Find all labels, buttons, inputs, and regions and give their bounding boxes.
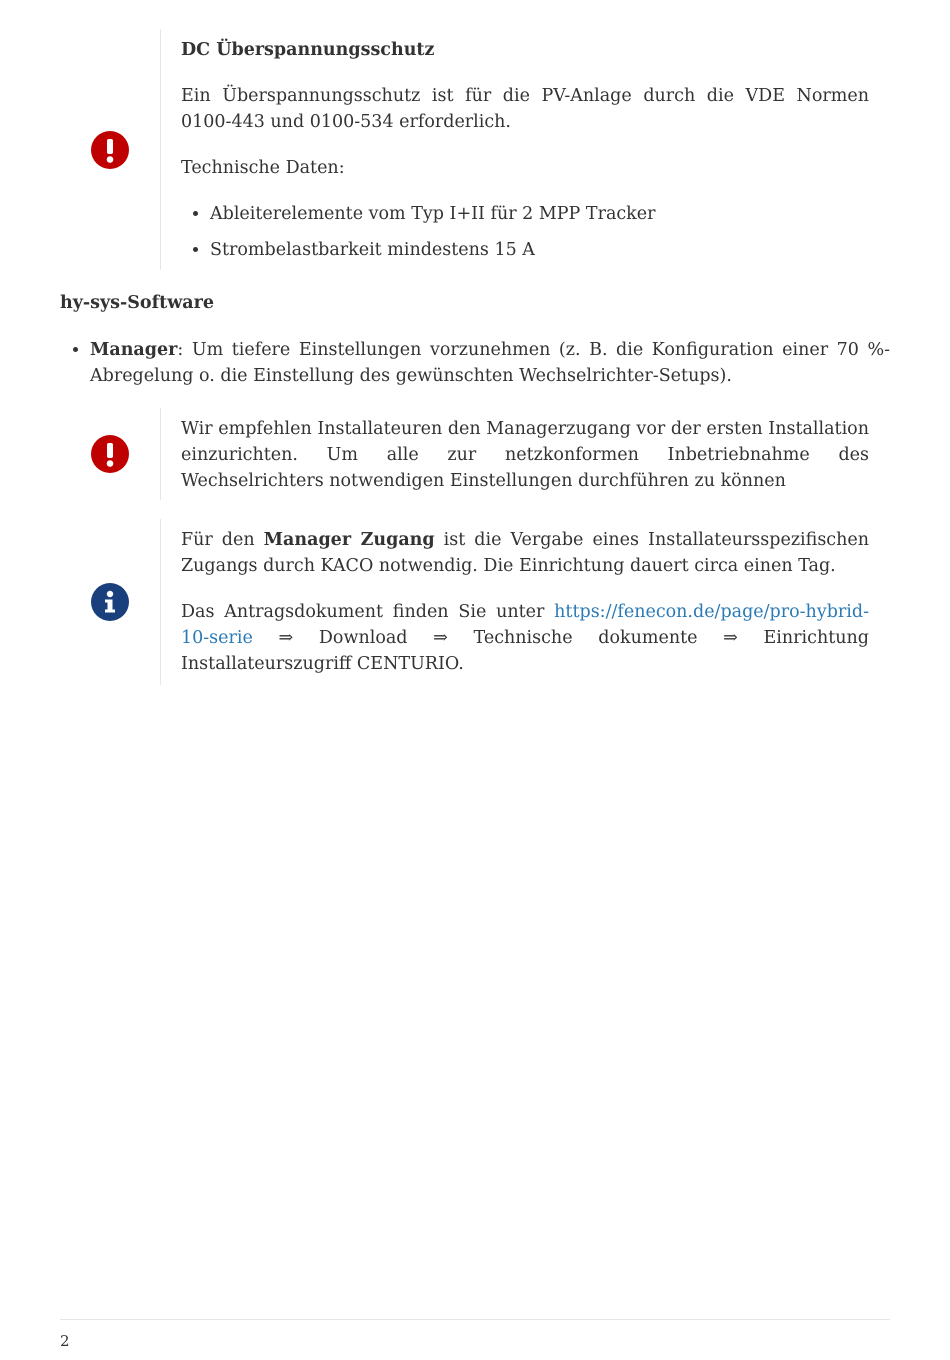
info-text: Das Antragsdokument finden Sie unter [181, 602, 555, 622]
list-item: • Ableiterelemente vom Typ I+II für 2 MPP Tracker [210, 201, 869, 227]
exclamation-icon [91, 435, 129, 473]
list-item [90, 337, 890, 389]
section-heading: hy-sys-Software [60, 293, 214, 313]
list-item: • Strombelastbarkeit mindestens 15 A [210, 237, 869, 263]
info-icon [91, 583, 129, 621]
manager-warning-admonition [60, 408, 890, 500]
manager-info-admonition [60, 519, 890, 685]
exclamation-icon [91, 131, 129, 169]
admonition-title: DC Überspannungsschutz [181, 40, 435, 60]
footer-divider [60, 1319, 890, 1320]
manager-text: : Um tiefere Einstellungen vorzunehmen (z. B. die Konfiguration einer 70 %-Abregelung o. die Einstellung des gewünschten Wechselrichter-Setups). [90, 340, 890, 386]
info-text: ⇒ Download ⇒ Technische dokumente ⇒ Einrichtung Installateurszugriff CENTURIO. [181, 628, 869, 674]
admonition-body [160, 29, 890, 270]
tech-data-label: Technische Daten: [181, 158, 345, 178]
admonition-body [160, 519, 890, 685]
dc-surge-admonition [60, 29, 890, 270]
info-text: Für den [181, 530, 264, 550]
info-paragraph-2 [181, 599, 869, 677]
admonition-paragraph: Ein Überspannungsschutz ist für die PV-Anlage durch die VDE Normen 0100-443 und 0100-534 erforderlich. [181, 86, 869, 132]
admonition-body [160, 408, 890, 500]
software-list [60, 337, 890, 389]
admonition-icon-cell [60, 408, 160, 500]
fenecon-link[interactable]: https://fenecon.de/page/pro-hybrid-10-serie [181, 602, 869, 648]
info-bold-text: Manager Zugang [263, 530, 435, 550]
manager-label: Manager [90, 340, 178, 360]
admonition-icon-cell [60, 29, 160, 270]
tech-data-list [181, 201, 869, 263]
page-number: 2 [60, 1332, 70, 1350]
admonition-icon-cell [60, 519, 160, 685]
warning-text: Wir empfehlen Installateuren den Managerzugang vor der ersten Installation einzurichten. Um alle zur netzkonformen Inbetriebnahme des Wechselrichters notwendigen Einstellungen durchführen zu können [181, 419, 869, 491]
info-text: ist die Vergabe eines Installateursspezifischen Zugangs durch KACO notwendig. Die Einrichtung dauert circa einen Tag. [181, 530, 869, 576]
info-paragraph-1 [181, 527, 869, 579]
